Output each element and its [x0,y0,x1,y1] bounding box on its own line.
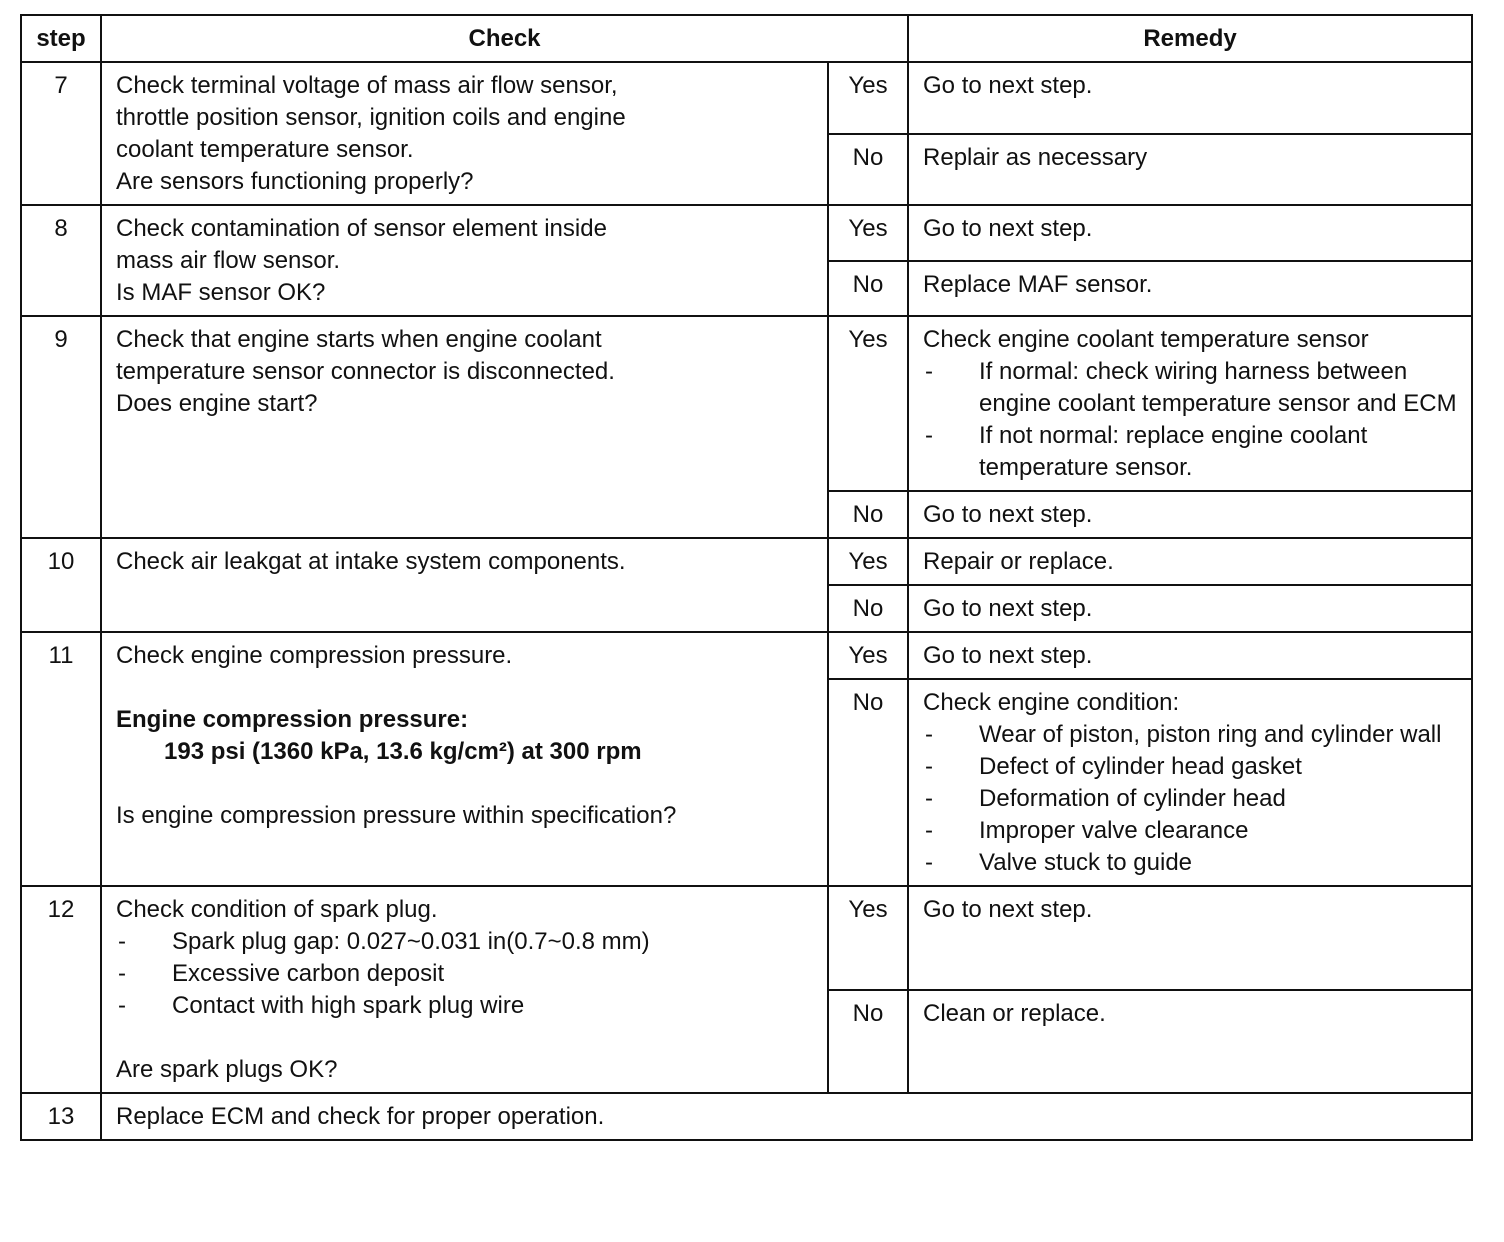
step-number: 9 [21,316,101,538]
yes-label: Yes [828,632,908,679]
dash-mark: - [118,960,126,987]
remedy-bullet-text: Improper valve clearance [979,817,1249,844]
yes-label: Yes [828,62,908,134]
diagnostic-table [20,14,1473,1141]
remedy-bullet-text: If normal: check wiring harness between engine coolant temperature sensor and ECM [979,358,1457,417]
dash-mark: - [118,992,126,1019]
yes-remedy [908,316,1472,491]
check-line: mass air flow sensor. [116,247,341,274]
spec-label: Engine compression pressure: [116,706,469,733]
remedy-bullet-text: Defect of cylinder head gasket [979,753,1302,780]
yes-remedy: Go to next step. [908,62,1472,134]
dash-mark: - [925,358,934,385]
yes-label: Yes [828,205,908,261]
spec-value: 193 psi (1360 kPa, 13.6 kg/cm²) at 300 rpm [164,738,642,765]
check-bullet-text: Excessive carbon deposit [172,960,445,987]
remedy-bullet-text: Valve stuck to guide [979,849,1193,876]
dash-mark: - [925,753,934,780]
remedy-bullet-text: If not normal: replace engine coolant temperature sensor. [979,422,1368,481]
yes-remedy: Go to next step. [908,205,1472,261]
remedy-bullet [923,783,1459,815]
remedy-bullet [923,356,1459,420]
check-line: Replace ECM and check for proper operation. [116,1103,605,1130]
check-question: Are spark plugs OK? [116,1056,338,1083]
step-number: 11 [21,632,101,886]
no-label: No [828,990,908,1094]
no-label: No [828,491,908,538]
spacer [116,672,815,704]
step-8-yes-row [21,205,1472,261]
dash-mark: - [925,785,934,812]
step-number: 10 [21,538,101,632]
check-bullet-text: Spark plug gap: 0.027~0.031 in(0.7~0.8 mm) [172,928,650,955]
check-cell [101,316,828,538]
check-question: Is engine compression pressure within specification? [116,802,677,829]
step-number: 7 [21,62,101,205]
remedy-title: Check engine condition: [923,689,1180,716]
step-12-yes-row [21,886,1472,990]
step-7-yes-row [21,62,1472,134]
remedy-bullet [923,719,1459,751]
step-9-yes-row [21,316,1472,491]
yes-remedy: Repair or replace. [908,538,1472,585]
step-10-yes-row [21,538,1472,585]
yes-label: Yes [828,886,908,990]
check-line: Is MAF sensor OK? [116,279,326,306]
check-cell [101,538,828,632]
check-line: Check that engine starts when engine coolant [116,326,602,353]
yes-remedy: Go to next step. [908,886,1472,990]
check-bullet [116,990,815,1022]
dash-mark: - [925,849,934,876]
check-cell [101,205,828,316]
check-line: Check terminal voltage of mass air flow sensor, [116,72,618,99]
step-11-yes-row [21,632,1472,679]
remedy-bullet [923,751,1459,783]
remedy-bullet [923,420,1459,484]
check-cell [101,632,828,886]
check-line: Are sensors functioning properly? [116,168,474,195]
yes-label: Yes [828,538,908,585]
header-remedy: Remedy [908,15,1472,62]
check-cell [101,1093,1472,1140]
check-line: coolant temperature sensor. [116,136,414,163]
check-cell [101,886,828,1093]
check-bullet-text: Contact with high spark plug wire [172,992,525,1019]
remedy-title: Check engine coolant temperature sensor [923,326,1369,353]
check-line: Does engine start? [116,390,318,417]
check-line: Check condition of spark plug. [116,896,438,923]
yes-label: Yes [828,316,908,491]
no-label: No [828,585,908,632]
header-step: step [21,15,101,62]
header-row [21,15,1472,62]
no-remedy: Replace MAF sensor. [908,261,1472,317]
check-line: temperature sensor connector is disconnected. [116,358,615,385]
check-line: throttle position sensor, ignition coils and engine [116,104,626,131]
remedy-bullet [923,847,1459,879]
no-label: No [828,134,908,206]
step-number: 8 [21,205,101,316]
no-label: No [828,261,908,317]
dash-mark: - [925,721,934,748]
remedy-bullet [923,815,1459,847]
spacer [116,1022,815,1054]
no-label: No [828,679,908,886]
spacer [116,768,815,800]
step-13-row [21,1093,1472,1140]
step-number: 13 [21,1093,101,1140]
dash-mark: - [925,817,934,844]
check-line: Check contamination of sensor element inside [116,215,607,242]
yes-remedy: Go to next step. [908,632,1472,679]
check-line: Check engine compression pressure. [116,642,513,669]
no-remedy: Go to next step. [908,491,1472,538]
check-line: Check air leakgat at intake system components. [116,548,626,575]
no-remedy: Clean or replace. [908,990,1472,1094]
header-check: Check [101,15,908,62]
no-remedy: Go to next step. [908,585,1472,632]
dash-mark: - [925,422,934,449]
dash-mark: - [118,928,126,955]
remedy-bullet-text: Deformation of cylinder head [979,785,1286,812]
check-bullet [116,958,815,990]
check-bullet [116,926,815,958]
no-remedy [908,679,1472,886]
check-cell [101,62,828,205]
remedy-bullet-text: Wear of piston, piston ring and cylinder wall [979,721,1442,748]
step-number: 12 [21,886,101,1093]
no-remedy: Replair as necessary [908,134,1472,206]
